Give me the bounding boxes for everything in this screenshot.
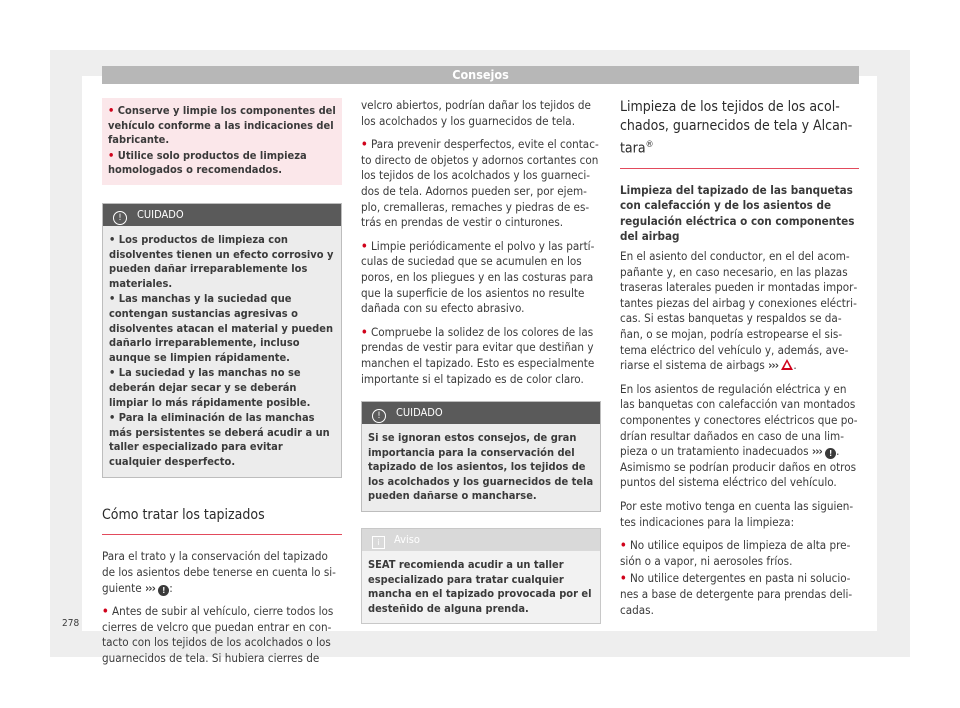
caution-label: CUIDADO [396, 406, 443, 420]
caution-body: Si se ignoran estos consejos, de gran importancia para la conservación del tapizado de los asientos, los tejidos de los acolchados y los guarnecidos de tela pueden dañarse o mancharse. [368, 431, 594, 503]
caution-ref-icon: ! [158, 585, 169, 596]
paragraph: Por este motivo tenga en cuenta las siguientes indicaciones para la limpieza: [620, 498, 854, 529]
caution-body [103, 226, 341, 478]
notice-box [361, 528, 601, 624]
cross-ref-arrow[interactable]: ››› [145, 580, 155, 595]
continuation-paragraph: velcro abiertos, podrían dañar los tejidos de los acolchados y los guarnecidos de tela. [361, 98, 591, 128]
caution-item: • Para la eliminación de las manchas más persistentes se deberá acudir a un taller especializado para evitar cualquier desperfecto. [109, 411, 330, 468]
warning-triangle-icon [781, 359, 793, 370]
section-header: Consejos [102, 66, 859, 84]
caution-ref-icon: ! [825, 448, 836, 459]
caution-box [361, 401, 601, 512]
paragraph: En los asientos de regulación eléctrica y en las banquetas con calefacción van montados componentes y conectores eléctricos que podrían resultar dañados en caso de una limpieza o un tratamiento inadecuados ››› ! . Asimismo se podrían producir daños en otros puntos del sistema eléctrico del vehículo. [620, 381, 858, 490]
notice-label: Aviso [394, 533, 420, 547]
intro-paragraph: Para el trato y la conservación del tapizado de los asientos debe tenerse en cuenta lo siguiente ››› ! : [102, 549, 336, 595]
caution-item: • Los productos de limpieza con disolventes tienen un efecto corrosivo y pueden dañar irreparablemente los materiales. [109, 232, 334, 290]
section-title-tapizados: Cómo tratar los tapizados [102, 506, 342, 535]
caution-icon: ! [113, 211, 127, 225]
page-number: 278 [62, 618, 80, 629]
column-middle [361, 98, 601, 624]
caution-header [362, 402, 600, 424]
caution-label: CUIDADO [137, 207, 184, 221]
cross-ref-arrow[interactable]: ››› [811, 444, 822, 459]
paragraph: En el asiento del conductor, en el del acompañante y, en caso necesario, en las plazas traseras laterales pueden ir montadas importantes piezas del airbag y conexiones eléctricas. Si estas banquetas y respaldos se dañan, o se mojan, podría estropearse el sistema eléctrico del vehículo y, además, averiarse el sistema de airbags ››› . [620, 249, 858, 373]
section-title-limpieza: Limpieza de los tejidos de los acolchados, guarnecidos de tela y Alcantara® [620, 98, 859, 169]
bullet-item: • Antes de subir al vehículo, cierre todos los cierres de velcro que puedan entrar en contacto con los tejidos de los acolchados o los guarnecidos de tela. Si hubiera cierres de [102, 604, 334, 666]
caution-icon: ! [372, 409, 386, 423]
caution-box [102, 203, 342, 479]
info-icon: i [372, 536, 385, 549]
bullet-item: • Limpie periódicamente el polvo y las partículas de suciedad que se acumulen en los poros, en los pliegues y en las costuras para que la superficie de los asientos no resulte dañada con su efecto abrasivo. [361, 238, 595, 316]
column-right [620, 98, 859, 620]
cross-ref-arrow[interactable]: ››› [768, 358, 779, 373]
bullet-item: • No utilice equipos de limpieza de alta presión o a vapor, ni aerosoles fríos. [620, 538, 851, 568]
subheading: Limpieza del tapizado de las banquetas con calefacción y de los asientos de regulación eléctrica o con componentes del airbag [620, 182, 855, 244]
notice-body: SEAT recomienda acudir a un taller especializado para tratar cualquier mancha en el tapizado provocada por el desteñido de alguna prenda. [368, 558, 592, 615]
bullet-item: • Para prevenir desperfectos, evite el contacto directo de objetos y adornos cortantes con los tejidos de los acolchados y los guarnecidos de tela. Adornos pueden ser, por ejemplo, cremalleras, remaches y piedras de estrás en prendas de vestir o cinturones. [361, 137, 599, 230]
tips-box [102, 98, 342, 185]
caution-item: • Las manchas y la suciedad que contengan sustancias agresivas o disolventes atacan el material y pueden dañarlo irreparablemente, incluso aunque se limpien rápidamente. [109, 292, 334, 364]
tip-item: • Conserve y limpie los componentes del vehículo conforme a las indicaciones del fabricante. [108, 104, 336, 147]
bullet-item: • No utilice detergentes en pasta ni soluciones a base de detergente para prendas delicadas. [620, 571, 853, 617]
caution-item: • La suciedad y las manchas no se deberán dejar secar y se deberán limpiar lo más rápidamente posible. [109, 366, 311, 409]
notice-header [362, 529, 600, 551]
tip-item: • Utilice solo productos de limpieza homologados o recomendados. [108, 148, 307, 177]
bullet-item: • Compruebe la solidez de los colores de las prendas de vestir para evitar que destiñan y manchen el tapizado. Esto es especialmente importante si el tapizado es de color claro. [361, 324, 595, 386]
column-left [102, 98, 342, 675]
caution-header [103, 204, 341, 226]
